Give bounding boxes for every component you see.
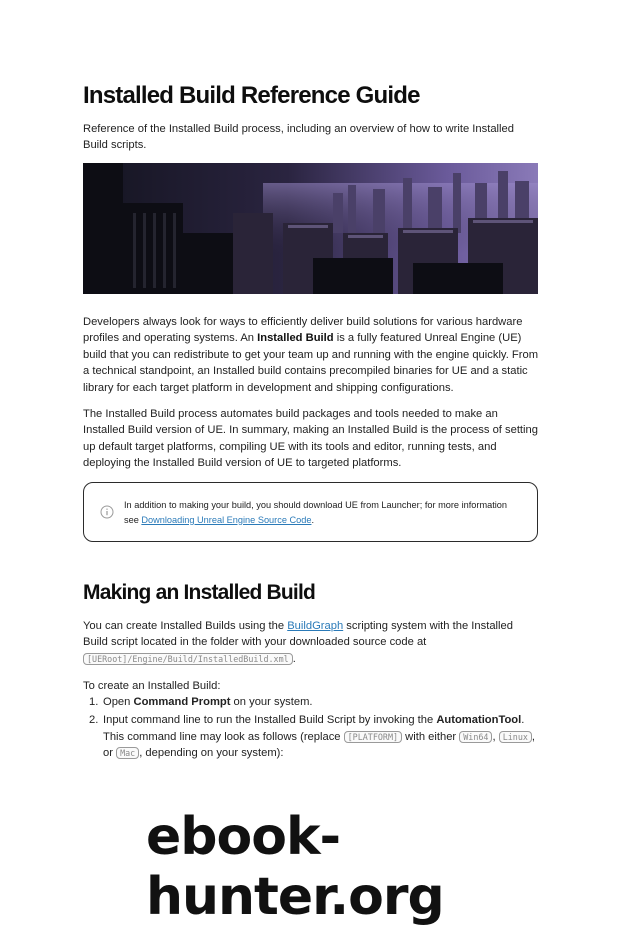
list-intro: To create an Installed Build: <box>83 680 221 692</box>
installed-build-path-code: [UERoot]/Engine/Build/InstalledBuild.xml <box>83 653 293 665</box>
steps-list <box>83 694 539 762</box>
step1-text-c: on your system. <box>230 696 313 708</box>
hero-city-image <box>83 163 538 294</box>
page-title: Installed Build Reference Guide <box>83 82 420 109</box>
mac-code: Mac <box>116 747 139 759</box>
step2-text-f: , depending on your system): <box>139 747 284 760</box>
bg-text-a: You can create Installed Builds using the <box>83 620 288 632</box>
step-number: 2. <box>89 714 99 727</box>
step2-text-e: , or <box>103 730 536 760</box>
info-icon <box>100 505 114 519</box>
linux-code: Linux <box>499 731 532 743</box>
section-heading: Making an Installed Build <box>83 581 316 604</box>
para1-text-a: Developers always look for ways to efficiently deliver build solutions for various hardware profiles and operating systems. An <box>83 316 523 345</box>
step2-text-d: with either <box>402 730 460 743</box>
step-number: 1. <box>89 696 99 708</box>
watermark-text: ebook-hunter.org <box>146 807 444 927</box>
buildgraph-paragraph <box>83 618 539 667</box>
step2-text-c: . This command line may look as follows (replace <box>103 714 525 743</box>
comma: , <box>492 730 496 743</box>
step2-text-a: Input command line to run the Installed Build Script by invoking the <box>103 714 437 727</box>
bg-text-b: scripting system with the Installed Build script located in the folder with your downloaded source code at <box>83 620 513 649</box>
win64-code: Win64 <box>459 731 492 743</box>
bg-text-end: . <box>292 652 296 665</box>
callout-text <box>124 498 524 527</box>
intro-paragraph: Reference of the Installed Build process, including an overview of how to write Installed Build scripts. <box>83 123 514 152</box>
para1-text-b: is a fully featured Unreal Engine (UE) build that you can redistribute to get your team up and running with the engine quickly. From a technical standpoint, an Installed build contains precompiled binaries for UE and a static library for each target platform in development and shipping configurations. <box>83 332 539 394</box>
downloading-source-link[interactable]: Downloading Unreal Engine Source Code <box>141 514 312 525</box>
command-prompt-term: Command Prompt <box>133 696 231 708</box>
installed-build-term: Installed Build <box>257 332 334 345</box>
callout-end: . <box>311 514 315 525</box>
description-paragraph-1 <box>83 314 539 396</box>
list-item <box>83 712 539 761</box>
platform-code: [PLATFORM] <box>344 731 402 743</box>
callout-body: In addition to making your build, you should download UE from Launcher; for more information see <box>124 500 508 525</box>
list-item <box>83 694 539 710</box>
description-paragraph-2: The Installed Build process automates build packages and tools needed to make an Installed Build version of UE. In summary, making an Installed Build is the process of setting up default target platforms, compiling UE with its tools and editor, running tests, and deploying the Installed Build version of UE to targeted platforms. <box>83 408 538 470</box>
buildgraph-link[interactable]: BuildGraph <box>287 620 344 632</box>
info-callout <box>83 482 538 542</box>
automation-tool-term: AutomationTool <box>436 714 522 727</box>
step1-text-a: Open <box>103 696 134 708</box>
